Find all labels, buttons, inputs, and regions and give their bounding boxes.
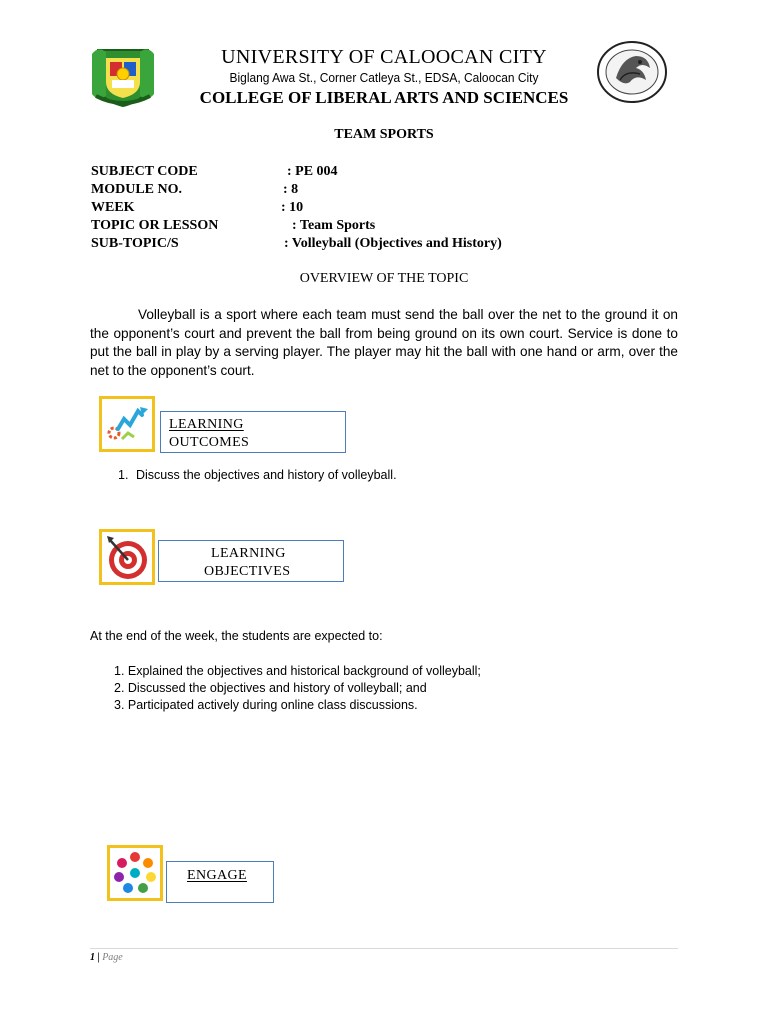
engage-icon-box bbox=[107, 845, 163, 901]
learning-objectives-label-line1: LEARNING bbox=[211, 546, 286, 561]
week-label: WEEK bbox=[91, 200, 135, 215]
target-icon bbox=[102, 532, 152, 582]
engage-label: ENGAGE bbox=[187, 868, 247, 883]
outcome-number: 1. bbox=[118, 468, 129, 482]
engage-label-box bbox=[166, 861, 274, 903]
subtopic-value: : Volleyball (Objectives and History) bbox=[284, 236, 502, 251]
overview-text: Volleyball is a sport where each team must send the ball over the net to the ground it on the opponent’s court and prevent the ball from being ground on its own court. Service is done to put the ball in play by a serving player. The player may hit the ball with one hand or arm, over the net to the opponent’s court. bbox=[90, 307, 678, 378]
overview-heading: OVERVIEW OF THE TOPIC bbox=[299, 271, 469, 286]
module-value: : 8 bbox=[283, 182, 299, 197]
objectives-intro: At the end of the week, the students are expected to: bbox=[90, 629, 383, 643]
page-separator: | bbox=[97, 952, 100, 963]
page-number: 1 bbox=[90, 952, 95, 963]
university-name: UNIVERSITY OF CALOOCAN CITY bbox=[221, 46, 547, 68]
topic-value: : Team Sports bbox=[292, 218, 376, 233]
module-label: MODULE NO. bbox=[91, 182, 182, 197]
university-address: Biglang Awa St., Corner Catleya St., EDSA, Caloocan City bbox=[229, 70, 539, 85]
subject-code-label: SUBJECT CODE bbox=[91, 164, 198, 179]
growth-chart-icon bbox=[102, 399, 152, 449]
college-name: COLLEGE OF LIBERAL ARTS AND SCIENCES bbox=[199, 88, 569, 107]
people-circle-icon bbox=[110, 848, 160, 898]
topic-label: TOPIC OR LESSON bbox=[91, 218, 219, 233]
objective-item-3: 3. Participated actively during online class discussions. bbox=[114, 698, 418, 712]
outcome-item: Discuss the objectives and history of volleyball. bbox=[136, 468, 397, 482]
subtopic-label: SUB-TOPIC/S bbox=[91, 236, 179, 251]
module-title: TEAM SPORTS bbox=[334, 127, 434, 142]
learning-objectives-label-line2: OBJECTIVES bbox=[204, 564, 291, 579]
overview-paragraph bbox=[90, 306, 678, 380]
week-value: : 10 bbox=[281, 200, 304, 215]
learning-outcomes-label-box bbox=[160, 411, 346, 453]
objective-item-1: 1. Explained the objectives and historical background of volleyball; bbox=[114, 664, 481, 678]
footer-divider bbox=[90, 948, 678, 949]
subject-code-value: : PE 004 bbox=[287, 164, 338, 179]
page-label: Page bbox=[102, 952, 123, 963]
page-footer bbox=[90, 952, 123, 963]
learning-outcomes-label-line1: LEARNING bbox=[169, 417, 244, 432]
learning-outcomes-icon-box bbox=[99, 396, 155, 452]
learning-objectives-label-box bbox=[158, 540, 344, 582]
learning-outcomes-label-line2: OUTCOMES bbox=[169, 435, 250, 450]
learning-objectives-icon-box bbox=[99, 529, 155, 585]
objective-item-2: 2. Discussed the objectives and history of volleyball; and bbox=[114, 681, 427, 695]
